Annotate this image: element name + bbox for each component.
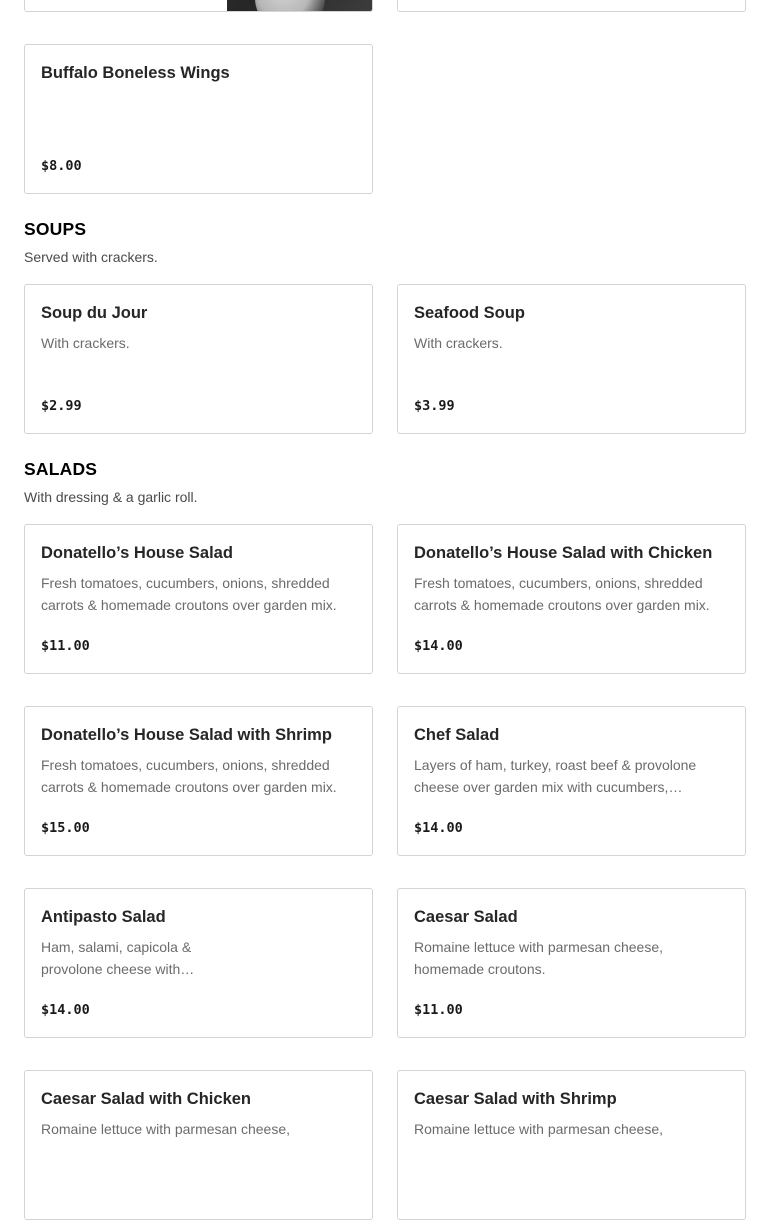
item-price: $2.99 bbox=[41, 398, 82, 414]
menu-item-card[interactable] bbox=[24, 888, 373, 1038]
menu-item-card[interactable] bbox=[397, 706, 746, 856]
menu-item-card[interactable] bbox=[397, 888, 746, 1038]
item-price: $11.00 bbox=[41, 638, 90, 654]
section-subtitle-soups: Served with crackers. bbox=[24, 249, 158, 265]
item-description: With crackers. bbox=[41, 335, 130, 351]
menu-item-card[interactable] bbox=[397, 284, 746, 434]
item-name: Donatello’s House Salad with Chicken bbox=[414, 544, 713, 562]
item-name: Antipasto Salad bbox=[41, 908, 166, 926]
item-name: Caesar Salad with Shrimp bbox=[414, 1090, 617, 1108]
item-price: $11.00 bbox=[414, 1002, 463, 1018]
menu-item-card[interactable] bbox=[24, 284, 373, 434]
item-name: Caesar Salad bbox=[414, 908, 518, 926]
menu-item-card[interactable] bbox=[24, 706, 373, 856]
item-name: Donatello’s House Salad bbox=[41, 544, 233, 562]
item-name: Soup du Jour bbox=[41, 304, 148, 322]
item-name: Donatello’s House Salad with Shrimp bbox=[41, 726, 332, 744]
item-description: With crackers. bbox=[414, 335, 503, 351]
menu-item-card[interactable] bbox=[397, 1070, 746, 1220]
item-description: Fresh tomatoes, cucumbers, onions, shredded carrots & homemade croutons over garden mix. bbox=[41, 575, 337, 613]
item-price: $14.00 bbox=[41, 1002, 90, 1018]
item-price: $3.99 bbox=[414, 398, 455, 414]
item-name: Buffalo Boneless Wings bbox=[41, 64, 230, 82]
item-price: $8.00 bbox=[41, 158, 82, 174]
item-description: Romaine lettuce with parmesan cheese, bbox=[41, 1121, 291, 1137]
item-name: Seafood Soup bbox=[414, 304, 525, 322]
menu-item-card[interactable] bbox=[24, 0, 373, 12]
item-description: Ham, salami, capicola & provolone cheese with… bbox=[41, 939, 195, 977]
item-price: $14.00 bbox=[414, 820, 463, 836]
food-image bbox=[227, 0, 372, 12]
item-name: Chef Salad bbox=[414, 726, 500, 744]
item-description: Fresh tomatoes, cucumbers, onions, shredded carrots & homemade croutons over garden mix. bbox=[414, 575, 710, 613]
item-description: Layers of ham, turkey, roast beef & provolone cheese over garden mix with cucumbers,… bbox=[414, 757, 697, 795]
item-price: $14.00 bbox=[414, 638, 463, 654]
menu-item-card[interactable] bbox=[24, 44, 373, 194]
item-name: Caesar Salad with Chicken bbox=[41, 1090, 251, 1108]
item-description: Romaine lettuce with parmesan cheese, bbox=[414, 1121, 664, 1137]
menu-item-card[interactable] bbox=[24, 524, 373, 674]
menu-item-card[interactable] bbox=[397, 0, 746, 12]
section-subtitle-salads: With dressing & a garlic roll. bbox=[24, 489, 198, 505]
menu-item-card[interactable] bbox=[24, 1070, 373, 1220]
item-price: $15.00 bbox=[41, 820, 90, 836]
section-title-salads: SALADS bbox=[24, 459, 98, 479]
menu-item-card[interactable] bbox=[397, 524, 746, 674]
item-description: Romaine lettuce with parmesan cheese, homemade croutons. bbox=[414, 939, 664, 977]
item-description: Fresh tomatoes, cucumbers, onions, shredded carrots & homemade croutons over garden mix. bbox=[41, 757, 337, 795]
section-title-soups: SOUPS bbox=[24, 219, 87, 239]
